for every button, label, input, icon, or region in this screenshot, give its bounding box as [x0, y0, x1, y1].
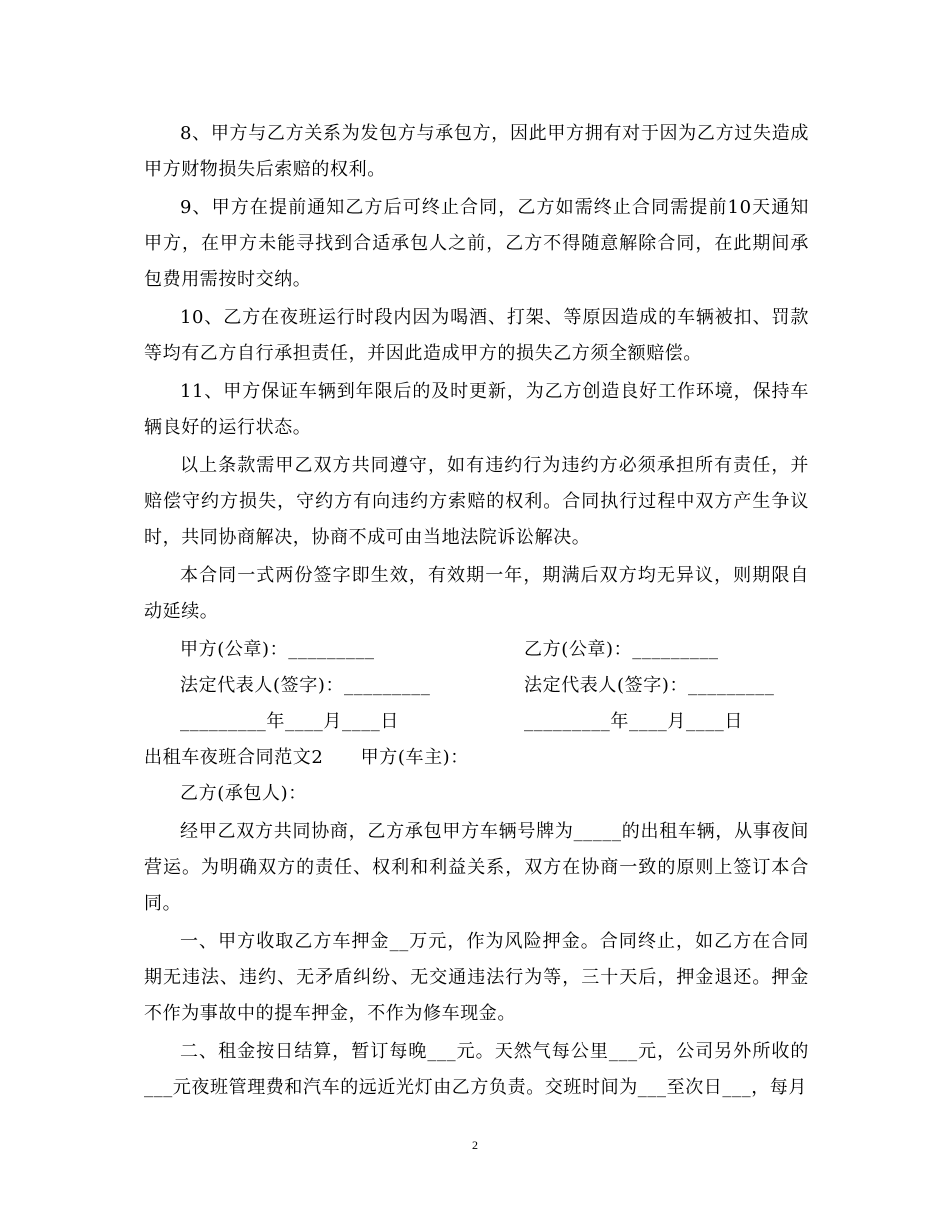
second-contract-title: 出租车夜班合同范文2 甲方(车主)：	[144, 747, 469, 768]
clause-11: 11、甲方保证车辆到年限后的及时更新，为乙方创造良好工作环境，保持车辆良好的运行状态。	[144, 381, 809, 438]
clause-10: 10、乙方在夜班运行时段内因为喝酒、打架、等原因造成的车辆被扣、罚款等均有乙方自行承担责任，并因此造成甲方的损失乙方须全额赔偿。	[144, 307, 809, 364]
validity-paragraph: 本合同一式两份签字即生效，有效期一年，期满后双方均无异议，则期限自动延续。	[144, 565, 809, 622]
signature-rep-row	[144, 668, 809, 704]
compliance-paragraph: 以上条款需甲乙双方共同遵守，如有违约行为违约方必须承担所有责任，并赔偿守约方损失，守约方有向违约方索赔的权利。合同执行过程中双方产生争议时，共同协商解决，协商不成可由当地法院诉讼解决。	[144, 455, 809, 548]
clause-one: 一、甲方收取乙方车押金__万元，作为风险押金。合同终止，如乙方在合同期无违法、违约、无矛盾纠纷、无交通违法行为等，三十天后，押金退还。押金不作为事故中的提车押金，不作为修车现金。	[144, 931, 809, 1024]
clause-8: 8、甲方与乙方关系为发包方与承包方，因此甲方拥有对于因为乙方过失造成甲方财物损失后索赔的权利。	[144, 123, 809, 180]
party-b-seal: 乙方(公章)：_________	[524, 639, 719, 660]
document-body	[144, 116, 809, 1108]
party-b-date: _________年____月____日	[524, 711, 743, 732]
party-a-representative: 法定代表人(签字)：_________	[180, 675, 431, 696]
signature-seal-row	[144, 632, 809, 668]
party-a-date: _________年____月____日	[180, 711, 399, 732]
party-a-seal: 甲方(公章)：_________	[180, 639, 375, 660]
clause-9: 9、甲方在提前通知乙方后可终止合同，乙方如需终止合同需提前10天通知甲方，在甲方未能寻找到合适承包人之前，乙方不得随意解除合同，在此期间承包费用需按时交纳。	[144, 197, 809, 290]
preamble-paragraph: 经甲乙双方共同协商，乙方承包甲方车辆号牌为_____的出租车辆，从事夜间营运。为明确双方的责任、权利和利益关系，双方在协商一致的原则上签订本合同。	[144, 821, 809, 914]
signature-date-row	[144, 704, 809, 740]
party-b-contractor: 乙方(承包人)：	[180, 783, 307, 804]
party-b-representative: 法定代表人(签字)：_________	[524, 675, 775, 696]
clause-two: 二、租金按日结算，暂订每晚___元。天然气每公里___元，公司另外所收的___元夜班管理费和汽车的远近光灯由乙方负责。交班时间为___至次日___，每月	[144, 1041, 809, 1098]
page-number: 2	[472, 1138, 478, 1152]
